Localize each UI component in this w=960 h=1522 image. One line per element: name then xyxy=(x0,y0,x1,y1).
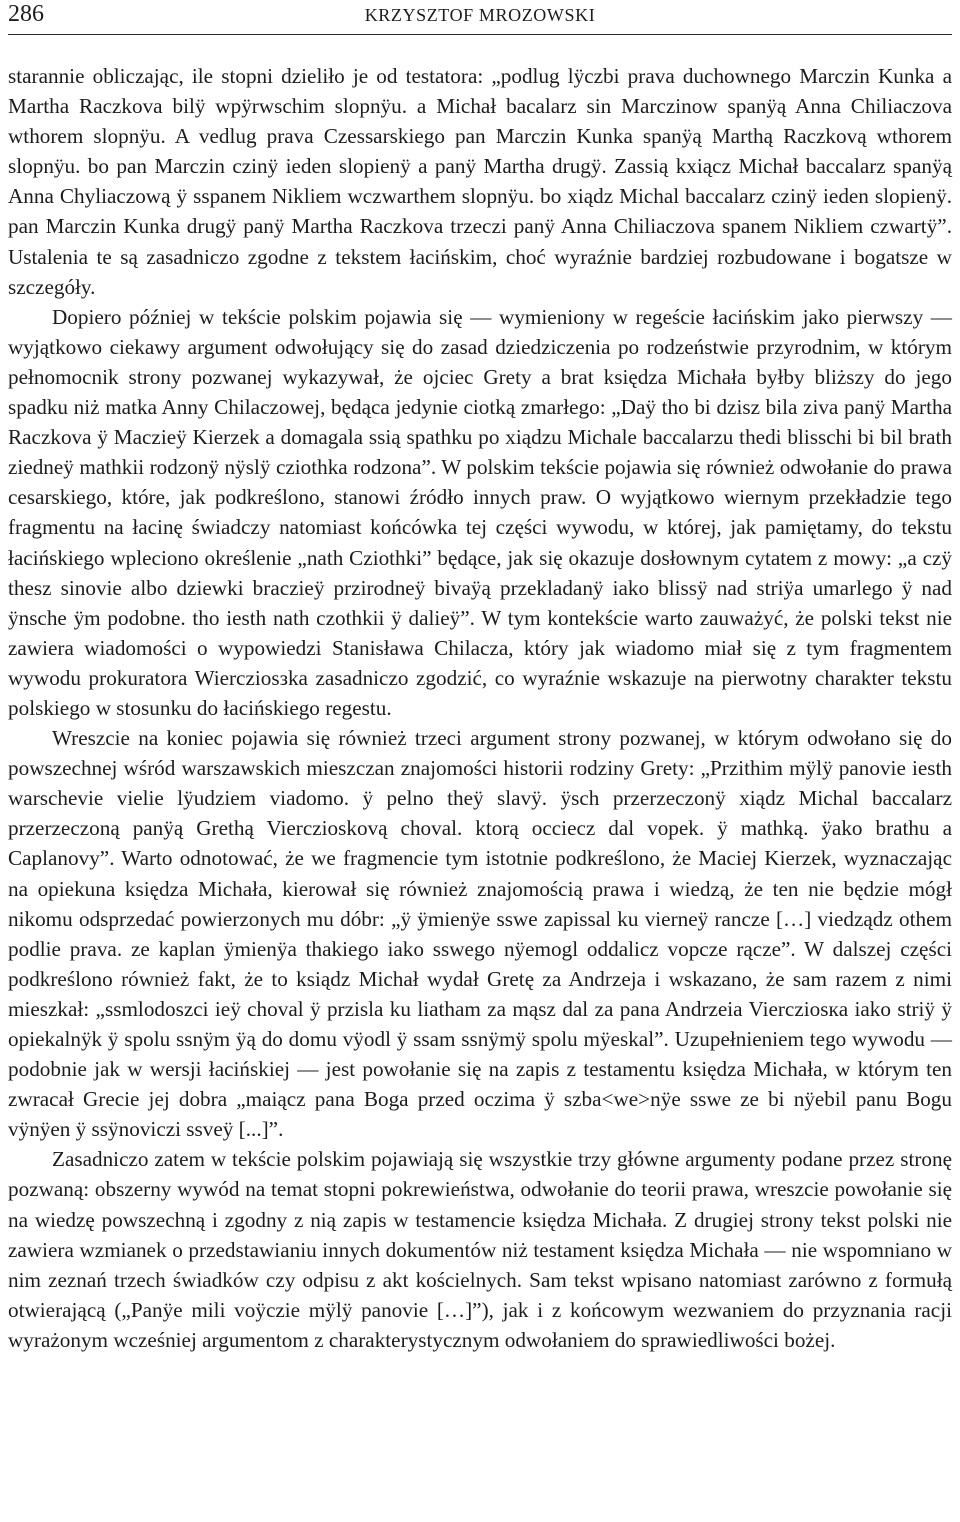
paragraph-2: Dopiero później w tekście polskim pojawia się — wymieniony w regeście łacińskim jako pierwszy — wyjątkowo ciekawy argument odwołujący się do zasad dziedziczenia po rodzeństwie przyrodnim, w którym pełnomocnik strony pozwanej wykazywał, że ojciec Grety a brat księdza Michała byłby bliższy do jego spadku niż matka Anny Chilaczowej, będąca jedynie ciotką zmarłego: „Daÿ tho bi dzisz bila ziva panÿ Martha Raczkova ÿ Maczieÿ Kierzek a domagala ssią spathku po xiądzu Michale baccalarzu thedi blisschi bi bil brath ziedneÿ mathkii rodzonÿ nÿslÿ cziothka rodzona”. W polskim tekście pojawia się również odwołanie do prawa cesarskiego, które, jak podkreślono, stanowi źródło innych praw. O wyjątkowo wiernym przekładzie tego fragmentu na łacinę świadczy natomiast końcówka tej części wywodu, w której, jak pamiętamy, do tekstu łacińskiego wpleciono określenie „nath Cziothki” będące, jak się okazuje dosłownym cytatem z mowy: „a czÿ thesz sinovie albo dziewki braczieÿ przirodneÿ bivaÿą przekladanÿ iako blissÿ nad striÿa umarlego ÿ nad ÿnsche ÿm podobne. tho iesth nath czothkii ÿ dalieÿ”. W tym kontekście warto zauważyć, że polski tekst nie zawiera wiadomości o wypowiedzi Stanisława Chilacza, który jak wiadomo miał się z tym fragmentem wywodu prokuratora Wiercziosзka zasadniczo zgodzić, co wyraźnie wskazuje na pierwotny charakter tekstu polskiego w stosunku do łacińskiego regestu. xyxy=(8,304,952,720)
paragraph-1: starannie obliczając, ile stopni dzieliło je od testatora: „podlug lÿczbi prava duchownego Marczin Kunka a Martha Raczkova bilÿ wpÿrwschim slopnÿu. a Michał bacalarz sin Marczinow spanÿą Anna Chiliaczova wthorem slopnÿu. A vedlug prava Czessarskiego pan Marczin Kunka spanÿą Marthą Raczkovą wthorem slopnÿu. bo pan Marczin czinÿ ieden slopienÿ a panÿ Martha drugÿ. Zassią kxiącz Michał baccalarz spanÿą Anna Chyliaczową ÿ sspanem Nikliem wczwarthem slopnÿu. bo xiądz Michal baccalarz czinÿ ieden slopienÿ. pan Marczin Kunka drugÿ panÿ Martha Raczkova trzeczi panÿ Anna Chiliaczova spanem Nikliem czwartÿ”. Ustalenia te są zasadniczo zgodne z tekstem łacińskim, choć wyraźnie bardziej rozbudowane i bogatsze w szczegóły. xyxy=(8,64,952,299)
running-head-author: KRZYSZTOF MROZOWSKI xyxy=(364,5,596,25)
running-header xyxy=(8,0,952,35)
paragraph-4: Zasadniczo zatem w tekście polskim pojawiają się wszystkie trzy główne argumenty podane przez stronę pozwaną: obszerny wywód na temat stopni pokrewieństwa, odwołanie do teorii prawa, wreszcie powołanie się na wiedzę powszechną i zgodny z nią zapis w testamencie księdza Michała. Z drugiej strony tekst polski nie zawiera wzmianek o przedstawianiu innych dokumentów niż testament księdza Michała — nie wspomniano w nim zeznań trzech świadków czy odpisu z akt kościelnych. Sam tekst wpisano natomiast zarówno z formułą otwierającą („Panÿe mili voÿczie mÿlÿ panovie […]”), jak i z końcowym wezwaniem do przyznania racji wyrażonym wcześniej argumentom z charakterystycznym odwołaniem do sprawiedliwości bożej. xyxy=(8,1147,952,1352)
page-number: 286 xyxy=(8,1,44,27)
article-body xyxy=(8,61,952,1355)
paragraph-3: Wreszcie na koniec pojawia się również trzeci argument strony pozwanej, w którym odwołano się do powszechnej wśród warszawskich mieszczan znajomości historii rodziny Grety: „Przithim mÿlÿ panovie iesth warschevie vielie lÿudziem viadomo. ÿ pelno theÿ slavÿ. ÿsch przerzeczonÿ xiądz Michal baccalarz przerzeczoną panÿą Grethą Vierczioskovą choval. ktorą occiecz dal vopek. ÿ mathką. ÿako brathu a Caplanovy”. Warto odnotować, że we fragmencie tym istotnie podkreślono, że Maciej Kierzek, wyznaczając na opiekuna księdza Michała, kierował się również znajomością prawa i wiedzą, że ten nie będzie mógł nikomu odsprzedać powierzonych mu dóbr: „ÿ ÿmienÿe sswe zapissal ku vierneÿ rancze […] viedządz othem podlie prava. ze kaplan ÿmienÿa thakiego iako sswego nÿemogl oddalicz vopcze rącze”. W dalszej części podkreślono również fakt, że to ksiądz Michał wydał Gretę za Andrzeja i wskazano, że sam razem z nimi mieszkał: „ssmlodoszci ieÿ choval ÿ przisla ku liatham za mąsz dal za pana Andrzeia Viercziosкa iako striÿ ÿ opiekalnÿk ÿ spolu ssnÿm ÿą do domu vÿodl ÿ ssam ssnÿmÿ spolu mÿeskal”. Uzupełnieniem tego wywodu — podobnie jak w wersji łacińskiej — jest powołanie się na zapis z testamentu księdza Michała, w którym ten zwracał Grecie jej dobra „maiącz pana Boga przed oczima ÿ szba<we>nÿe sswe ze bi nÿebil panu Bogu vÿnÿen ÿ ssÿnoviczi ssveÿ [...]”. xyxy=(8,726,952,1142)
